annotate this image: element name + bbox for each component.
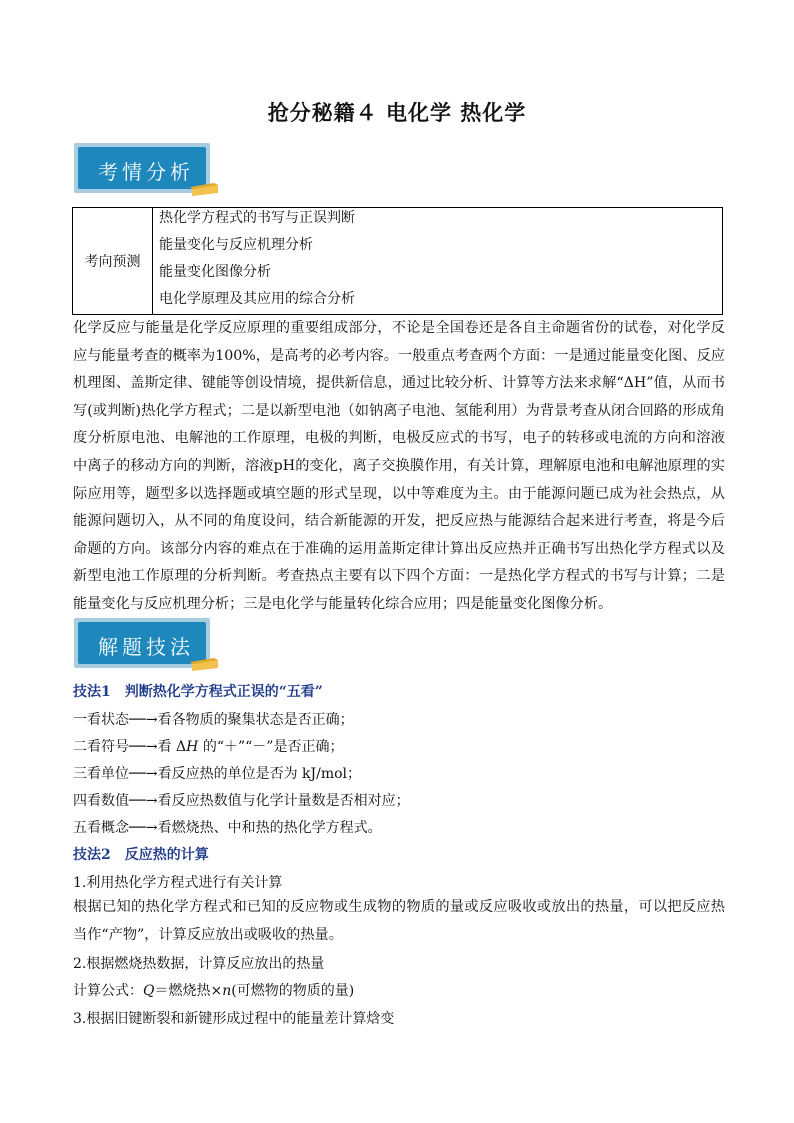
formula-line: 计算公式：Q＝燃烧热×n(可燃物的物质的量): [73, 983, 355, 999]
intro-paragraph: 化学反应与能量是化学反应原理的重要组成部分，不论是全国卷还是各自主命题省份的试卷，对化学反应与能量考查的概率为100%，是高考的必考内容。一般重点考查两个方面：一是通过能量变化图、反应机理图、盖斯定律、键能等创设情境，提供新信息，通过比较分析、计算等方法来求解“ΔH”值，从而书写(或判断)热化学方程式；二是以新型电池（如钠离子电池、氢能利用）为背景考查从闭合回路的形成角度分析原电池、电解池的工作原理，电极的判断，电极反应式的书写，电子的转移或电流的方向和溶液中离子的移动方向的判断，溶液pH的变化，离子交换膜作用，有关计算，理解原电池和电解池原理的实际应用等，题型多以选择题或填空题的形式呈现，以中等难度为主。由于能源问题已成为社会热点，从能源问题切入，从不同的角度设问，结合新能源的开发，把反应热与能源结合起来进行考查，将是今后命题的方向。该部分内容的难点在于准确的运用盖斯定律计算出反应热并正确书写出热化学方程式以及新型电池工作原理的分析判断。考查热点主要有以下四个方面：一是热化学方程式的书写与计算；二是能量变化与反应机理分析；三是电化学与能量转化综合应用；四是能量变化图像分析。: [73, 320, 725, 612]
table-label-cell: 考向预测: [73, 208, 153, 314]
method1-heading: 技法1 判断热化学方程式正误的“五看”: [73, 684, 323, 700]
section-banner-analysis: [74, 143, 220, 197]
method2-subheading: 2.根据燃烧热数据，计算反应放出的热量: [73, 956, 325, 972]
method2-heading: 技法2 反应热的计算: [73, 847, 209, 863]
banner-body: [78, 622, 206, 664]
book-icon: [190, 658, 220, 672]
method2-paragraph: 根据已知的热化学方程式和已知的反应物或生成物的物质的量或反应吸收或放出的热量，可以把反应热当作“产物”，计算反应放出或吸收的热量。: [73, 899, 725, 943]
method1-line: 二看符号──→看 ΔH 的“＋”“－”是否正确；: [73, 739, 344, 755]
table-item: 热化学方程式的书写与正误判断: [159, 210, 355, 226]
table-items: [159, 208, 355, 316]
banner-label: 考情分析: [98, 160, 194, 184]
method1-line: 三看单位──→看反应热的单位是否为 kJ/mol；: [73, 766, 362, 782]
section-banner-method: [74, 618, 220, 672]
banner-label: 解题技法: [98, 635, 194, 659]
method1-line: 五看概念──→看燃烧热、中和热的热化学方程式。: [73, 820, 382, 836]
banner-body: [78, 147, 206, 189]
method2-subheading: 1.利用热化学方程式进行有关计算: [73, 875, 283, 891]
method2-subheading: 3.根据旧键断裂和新键形成过程中的能量差计算焓变: [73, 1011, 395, 1027]
exam-direction-table: [72, 207, 723, 315]
table-item: 能量变化图像分析: [159, 264, 271, 280]
method1-line: 四看数值──→看反应热数值与化学计量数是否相对应；: [73, 793, 410, 809]
table-item: 能量变化与反应机理分析: [159, 237, 313, 253]
page-title: 抢分秘籍４ 电化学 热化学: [267, 100, 527, 125]
book-icon: [190, 183, 220, 197]
table-item: 电化学原理及其应用的综合分析: [159, 291, 355, 307]
method1-line: 一看状态──→看各物质的聚集状态是否正确；: [73, 712, 354, 728]
